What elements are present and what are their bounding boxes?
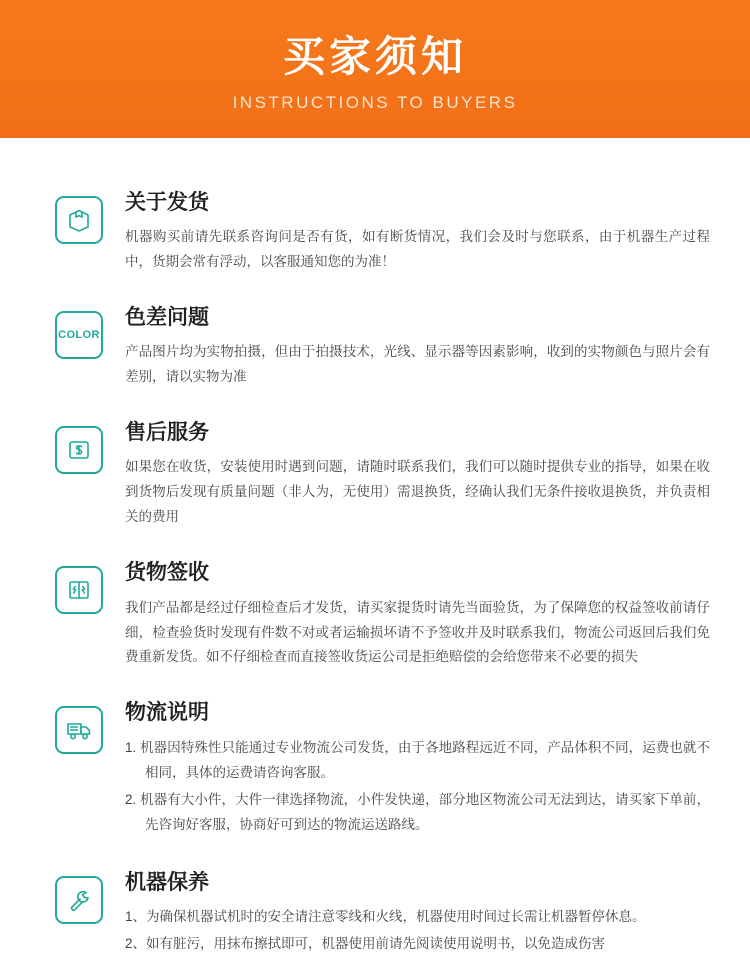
section-body — [125, 190, 710, 275]
list-item: 1、为确保机器试机时的安全请注意零线和火线，机器使用时间过长需让机器暂停休息。 — [125, 908, 646, 924]
section-body — [125, 700, 710, 839]
section-paragraph: 机器购买前请先联系咨询问是否有货，如有断货情况，我们会及时与您联系，由于机器生产过程中，货期会常有浮动，以客服通知您的为准！ — [125, 229, 710, 270]
wrench-icon — [55, 876, 103, 924]
section-body — [125, 870, 710, 959]
section-body — [125, 560, 710, 670]
section-maintenance — [55, 870, 710, 959]
section-title: 机器保养 — [125, 870, 209, 894]
page-header — [0, 0, 750, 138]
section-list — [125, 736, 710, 838]
section-title: 售后服务 — [125, 421, 209, 445]
section-paragraph: 产品图片均为实物拍摄，但由于拍摄技术，光线、显示器等因素影响，收到的实物颜色与照片会有差别，请以实物为准 — [125, 344, 710, 385]
section-logistics — [55, 700, 710, 839]
section-shipping — [55, 190, 710, 275]
instructions-content — [0, 138, 750, 959]
section-title: 物流说明 — [125, 701, 209, 725]
list-item: 2、如有脏污，用抹布擦拭即可，机器使用前请先阅读使用说明书，以免造成伤害 — [125, 935, 606, 951]
page-title: 买家须知 — [282, 32, 467, 80]
section-after-sales — [55, 420, 710, 530]
package-box-icon — [55, 196, 103, 244]
section-title: 货物签收 — [125, 561, 209, 585]
color-swatch-icon — [55, 311, 103, 359]
section-body — [125, 305, 710, 390]
section-goods-acceptance — [55, 560, 710, 670]
section-list — [125, 905, 710, 957]
fragile-carton-icon — [55, 566, 103, 614]
list-item: 2. 机器有大小件，大件一律选择物流，小件发快递，部分地区物流公司无法到达，请买家下单前，先咨询好客服，协商好可到达的物流运送路线。 — [125, 791, 710, 832]
section-title: 关于发货 — [125, 191, 209, 214]
section-paragraph: 我们产品都是经过仔细检查后才发货，请买家提货时请先当面验货，为了保障您的权益签收前请仔细，检查验货时发现有件数不对或者运输损坏请不予签收并及时联系我们，物流公司返回后我们免费重新发货。如不仔细检查而直接签收货运公司是拒绝赔偿的会给您带来不必要的损失 — [125, 599, 710, 665]
color-swatch-label: COLOR — [58, 329, 100, 342]
section-paragraph: 如果您在收货，安装使用时遇到问题，请随时联系我们，我们可以随时提供专业的指导，如果在收到货物后发现有质量问题（非人为，无使用）需退换货，经确认我们无条件接收退换货，并负责相关的费用 — [125, 459, 710, 525]
section-body — [125, 420, 710, 530]
section-color-difference — [55, 305, 710, 390]
delivery-truck-icon — [55, 706, 103, 754]
section-title: 色差问题 — [125, 306, 209, 330]
list-item: 1. 机器因特殊性只能通过专业物流公司发货，由于各地路程远近不同，产品体积不同，运费也就不相同，具体的运费请咨询客服。 — [125, 739, 710, 780]
page-subtitle: INSTRUCTIONS TO BUYERS — [232, 93, 518, 113]
money-dollar-icon — [55, 426, 103, 474]
